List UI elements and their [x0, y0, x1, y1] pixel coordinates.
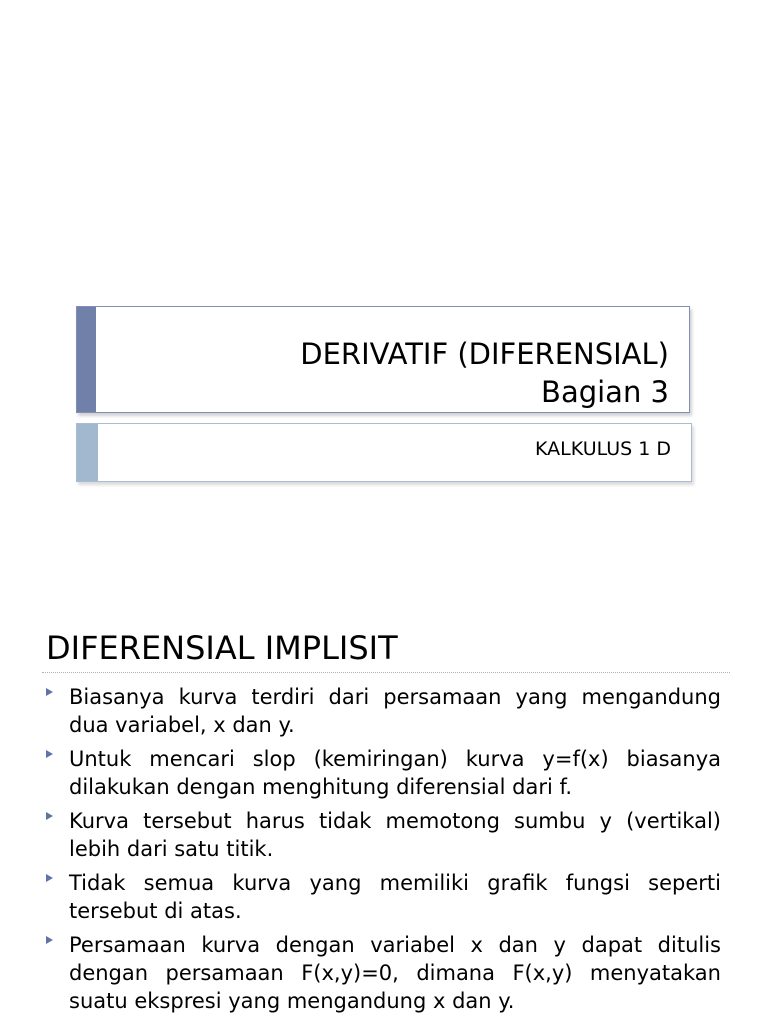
triangle-bullet-icon: [46, 688, 53, 696]
subtitle-accent-bar: [77, 424, 98, 481]
triangle-bullet-icon: [46, 874, 53, 882]
list-item: [0, 745, 768, 801]
slide-title-line-1: DERIVATIF (DIFERENSIAL): [300, 337, 669, 371]
bullet-text: Untuk mencari slop (kemiringan) kurva y=f(x) biasanya dilakukan dengan menghitung diferensial dari f.: [69, 747, 721, 799]
triangle-bullet-icon: [46, 936, 53, 944]
list-item: [0, 807, 768, 863]
slide-subtitle: KALKULUS 1 D: [535, 438, 671, 460]
bullet-text: Biasanya kurva terdiri dari persamaan yang mengandung dua variabel, x dan y.: [69, 685, 721, 737]
title-accent-bar: [77, 307, 96, 412]
heading-divider: [42, 672, 730, 673]
list-item: [0, 931, 768, 1015]
list-item: [0, 683, 768, 739]
subtitle-box: [76, 423, 692, 482]
title-box: [76, 306, 690, 413]
bullet-text: Tidak semua kurva yang memiliki grafik fungsi seperti tersebut di atas.: [69, 871, 721, 923]
slide-title: [300, 335, 669, 411]
list-item: [0, 869, 768, 925]
bullet-text: Kurva tersebut harus tidak memotong sumbu y (vertikal) lebih dari satu titik.: [69, 809, 721, 861]
bullet-list: [0, 683, 768, 1021]
slide-title-line-2: Bagian 3: [541, 375, 669, 409]
section-heading: DIFERENSIAL IMPLISIT: [46, 629, 398, 667]
bullet-text: Persamaan kurva dengan variabel x dan y dapat ditulis dengan persamaan F(x,y)=0, dimana F(x,y) menyatakan suatu ekspresi yang mengandung x dan y.: [69, 933, 721, 1013]
triangle-bullet-icon: [46, 812, 53, 820]
triangle-bullet-icon: [46, 750, 53, 758]
